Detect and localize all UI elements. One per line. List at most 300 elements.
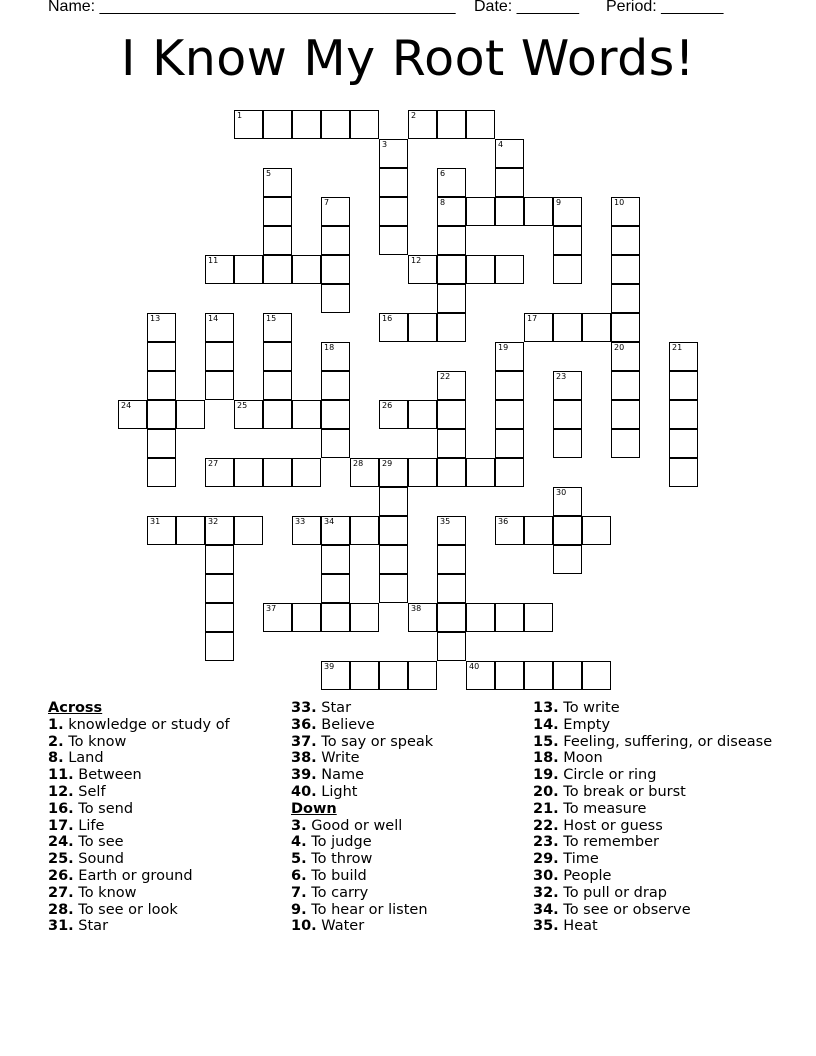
grid-cell[interactable] <box>408 110 437 139</box>
clue-number: 35. <box>533 918 559 935</box>
cell-number: 9 <box>556 198 562 207</box>
grid-cell[interactable] <box>147 400 176 429</box>
clue-number: 37. <box>291 733 317 750</box>
grid-cell[interactable] <box>263 197 292 226</box>
clue-text: Good or well <box>306 817 403 834</box>
page-title: I Know My Root Words! <box>121 30 695 87</box>
cell-number: 30 <box>556 488 567 497</box>
clue-text: To say or speak <box>316 733 434 750</box>
grid-cell[interactable] <box>205 342 234 371</box>
grid-cell[interactable] <box>321 661 350 690</box>
clue-text: To pull or drap <box>558 884 667 901</box>
clue-item <box>533 868 772 885</box>
clue-item <box>291 784 433 801</box>
grid-cell[interactable] <box>263 603 292 632</box>
grid-cell[interactable] <box>437 545 466 574</box>
grid-cell[interactable] <box>669 342 698 371</box>
grid-cell[interactable] <box>292 400 321 429</box>
grid-cell[interactable] <box>437 226 466 255</box>
grid-cell[interactable] <box>495 458 524 487</box>
grid-cell[interactable] <box>263 110 292 139</box>
clues-column-1 <box>48 700 230 935</box>
clue-item <box>533 834 772 851</box>
clue-item <box>48 717 230 734</box>
grid-cell[interactable] <box>321 197 350 226</box>
clue-item <box>533 700 772 717</box>
grid-cell[interactable] <box>379 545 408 574</box>
clue-item <box>533 851 772 868</box>
grid-cell[interactable] <box>582 661 611 690</box>
clue-text: Host or guess <box>558 817 663 834</box>
clue-text: Between <box>73 767 142 784</box>
grid-cell[interactable] <box>611 226 640 255</box>
grid-cell[interactable] <box>205 313 234 342</box>
cell-number: 27 <box>208 459 219 468</box>
cell-number: 34 <box>324 517 335 526</box>
grid-cell[interactable] <box>524 603 553 632</box>
clue-text: Empty <box>558 716 611 733</box>
grid-cell[interactable] <box>234 458 263 487</box>
grid-cell[interactable] <box>379 197 408 226</box>
clue-number: 32. <box>533 884 559 901</box>
grid-cell[interactable] <box>495 429 524 458</box>
cell-number: 12 <box>411 256 422 265</box>
grid-cell[interactable] <box>379 487 408 516</box>
clue-number: 20. <box>533 783 559 800</box>
grid-cell[interactable] <box>408 255 437 284</box>
grid-cell[interactable] <box>437 110 466 139</box>
clue-number: 25. <box>48 851 74 868</box>
grid-cell[interactable] <box>495 168 524 197</box>
clue-text: To judge <box>306 834 372 851</box>
clue-number: 30. <box>533 867 559 884</box>
grid-cell[interactable] <box>408 661 437 690</box>
grid-cell[interactable] <box>118 400 147 429</box>
grid-cell[interactable] <box>437 168 466 197</box>
clue-text: To know <box>63 733 127 750</box>
clue-number: 40. <box>291 783 317 800</box>
grid-cell[interactable] <box>669 371 698 400</box>
grid-cell[interactable] <box>379 458 408 487</box>
grid-cell[interactable] <box>553 226 582 255</box>
grid-cell[interactable] <box>321 400 350 429</box>
grid-cell[interactable] <box>495 661 524 690</box>
clue-item <box>48 767 230 784</box>
grid-cell[interactable] <box>147 342 176 371</box>
clue-text: knowledge or study of <box>63 716 230 733</box>
clue-item <box>533 918 772 935</box>
clue-number: 18. <box>533 750 559 767</box>
cell-number: 39 <box>324 662 335 671</box>
grid-cell[interactable] <box>611 371 640 400</box>
grid-cell[interactable] <box>524 313 553 342</box>
clue-text: Name <box>316 767 365 784</box>
grid-cell[interactable] <box>408 400 437 429</box>
grid-cell[interactable] <box>321 255 350 284</box>
grid-cell[interactable] <box>524 197 553 226</box>
grid-cell[interactable] <box>408 603 437 632</box>
grid-cell[interactable] <box>321 603 350 632</box>
period-blank[interactable]: _______ <box>661 0 724 15</box>
clue-item <box>291 918 433 935</box>
grid-cell[interactable] <box>263 313 292 342</box>
grid-cell[interactable] <box>495 516 524 545</box>
grid-cell[interactable] <box>292 458 321 487</box>
cell-number: 14 <box>208 314 219 323</box>
grid-cell[interactable] <box>611 342 640 371</box>
clue-item <box>48 834 230 851</box>
cell-number: 37 <box>266 604 277 613</box>
grid-cell[interactable] <box>321 226 350 255</box>
clue-item <box>48 851 230 868</box>
grid-cell[interactable] <box>205 574 234 603</box>
grid-cell[interactable] <box>379 574 408 603</box>
name-blank[interactable]: ________________________________________ <box>99 0 456 15</box>
clue-number: 26. <box>48 867 74 884</box>
grid-cell[interactable] <box>495 255 524 284</box>
cell-number: 7 <box>324 198 330 207</box>
clue-item <box>291 851 433 868</box>
clue-text: Star <box>316 700 352 716</box>
grid-cell[interactable] <box>321 110 350 139</box>
grid-cell[interactable] <box>147 429 176 458</box>
grid-cell[interactable] <box>205 255 234 284</box>
down-heading: Down <box>291 800 337 817</box>
clue-number: 14. <box>533 716 559 733</box>
clue-number: 15. <box>533 733 559 750</box>
grid-cell[interactable] <box>350 458 379 487</box>
clue-text: Sound <box>73 851 124 868</box>
grid-cell[interactable] <box>263 342 292 371</box>
period-field[interactable] <box>606 0 723 16</box>
grid-cell[interactable] <box>437 574 466 603</box>
grid-cell[interactable] <box>437 603 466 632</box>
grid-cell[interactable] <box>495 371 524 400</box>
grid-cell[interactable] <box>292 255 321 284</box>
cell-number: 36 <box>498 517 509 526</box>
clue-number: 24. <box>48 834 74 851</box>
name-label: Name: <box>48 0 100 15</box>
grid-cell[interactable] <box>553 516 582 545</box>
clue-number: 2. <box>48 733 64 750</box>
grid-cell[interactable] <box>669 458 698 487</box>
grid-cell[interactable] <box>234 516 263 545</box>
grid-cell[interactable] <box>263 400 292 429</box>
clue-number: 1. <box>48 716 64 733</box>
grid-cell[interactable] <box>408 458 437 487</box>
grid-cell[interactable] <box>524 516 553 545</box>
grid-cell[interactable] <box>263 371 292 400</box>
grid-cell[interactable] <box>205 516 234 545</box>
grid-cell[interactable] <box>437 197 466 226</box>
grid-cell[interactable] <box>263 255 292 284</box>
clue-text: To measure <box>558 800 647 817</box>
clue-text: Feeling, suffering, or disease <box>558 733 773 750</box>
clue-item <box>48 801 230 818</box>
clue-text: Star <box>73 918 109 935</box>
cell-number: 4 <box>498 140 504 149</box>
grid-cell[interactable] <box>176 400 205 429</box>
clue-item <box>291 717 433 734</box>
date-blank[interactable]: _______ <box>516 0 579 15</box>
grid-cell[interactable] <box>321 574 350 603</box>
cell-number: 32 <box>208 517 219 526</box>
clue-item <box>291 885 433 902</box>
grid-cell[interactable] <box>553 197 582 226</box>
grid-cell[interactable] <box>379 139 408 168</box>
clue-number: 13. <box>533 700 559 716</box>
grid-cell[interactable] <box>669 429 698 458</box>
clue-number: 17. <box>48 817 74 834</box>
grid-cell[interactable] <box>466 458 495 487</box>
grid-cell[interactable] <box>553 545 582 574</box>
grid-cell[interactable] <box>350 516 379 545</box>
cell-number: 38 <box>411 604 422 613</box>
grid-cell[interactable] <box>379 313 408 342</box>
grid-cell[interactable] <box>147 313 176 342</box>
cell-number: 16 <box>382 314 393 323</box>
grid-cell[interactable] <box>495 400 524 429</box>
grid-cell[interactable] <box>147 516 176 545</box>
grid-cell[interactable] <box>379 516 408 545</box>
grid-cell[interactable] <box>466 661 495 690</box>
grid-cell[interactable] <box>553 487 582 516</box>
clue-item <box>533 717 772 734</box>
clue-item <box>533 801 772 818</box>
grid-cell[interactable] <box>466 255 495 284</box>
cell-number: 11 <box>208 256 219 265</box>
cell-number: 21 <box>672 343 683 352</box>
grid-cell[interactable] <box>495 603 524 632</box>
grid-cell[interactable] <box>553 429 582 458</box>
clue-number: 4. <box>291 834 307 851</box>
grid-cell[interactable] <box>495 197 524 226</box>
grid-cell[interactable] <box>350 110 379 139</box>
clue-item <box>533 734 772 751</box>
grid-cell[interactable] <box>611 197 640 226</box>
grid-cell[interactable] <box>321 371 350 400</box>
cell-number: 2 <box>411 111 417 120</box>
grid-cell[interactable] <box>466 110 495 139</box>
clue-number: 34. <box>533 901 559 918</box>
grid-cell[interactable] <box>379 400 408 429</box>
clue-text: To know <box>73 884 137 901</box>
clue-number: 23. <box>533 834 559 851</box>
clue-number: 5. <box>291 851 307 868</box>
cell-number: 28 <box>353 459 364 468</box>
cell-number: 13 <box>150 314 161 323</box>
grid-cell[interactable] <box>321 342 350 371</box>
clue-item <box>533 885 772 902</box>
clue-text: To see <box>73 834 124 851</box>
clue-text: Time <box>558 851 599 868</box>
across-heading: Across <box>48 700 103 716</box>
grid-cell[interactable] <box>350 661 379 690</box>
grid-cell[interactable] <box>437 400 466 429</box>
grid-cell[interactable] <box>669 400 698 429</box>
date-label: Date: <box>474 0 517 15</box>
grid-cell[interactable] <box>437 516 466 545</box>
grid-cell[interactable] <box>466 603 495 632</box>
grid-cell[interactable] <box>582 516 611 545</box>
clue-text: To hear or listen <box>306 901 428 918</box>
grid-cell[interactable] <box>205 371 234 400</box>
grid-cell[interactable] <box>292 516 321 545</box>
grid-cell[interactable] <box>437 371 466 400</box>
clue-item <box>291 734 433 751</box>
grid-cell[interactable] <box>437 284 466 313</box>
clue-text: Life <box>73 817 105 834</box>
grid-cell[interactable] <box>321 516 350 545</box>
clue-item <box>533 767 772 784</box>
clue-number: 22. <box>533 817 559 834</box>
clue-number: 10. <box>291 918 317 935</box>
cell-number: 23 <box>556 372 567 381</box>
grid-cell[interactable] <box>321 545 350 574</box>
grid-cell[interactable] <box>205 458 234 487</box>
clue-item <box>533 750 772 767</box>
grid-cell[interactable] <box>263 458 292 487</box>
cell-number: 6 <box>440 169 446 178</box>
grid-cell[interactable] <box>205 632 234 661</box>
grid-cell[interactable] <box>147 371 176 400</box>
clue-item <box>291 767 433 784</box>
clue-item <box>48 918 230 935</box>
grid-cell[interactable] <box>234 255 263 284</box>
clue-item <box>48 784 230 801</box>
cell-number: 5 <box>266 169 272 178</box>
grid-cell[interactable] <box>234 400 263 429</box>
cell-number: 19 <box>498 343 509 352</box>
grid-cell[interactable] <box>437 313 466 342</box>
clue-text: Land <box>63 750 104 767</box>
grid-cell[interactable] <box>553 371 582 400</box>
grid-cell[interactable] <box>611 284 640 313</box>
clue-item <box>533 784 772 801</box>
grid-cell[interactable] <box>553 313 582 342</box>
grid-cell[interactable] <box>437 255 466 284</box>
cell-number: 31 <box>150 517 161 526</box>
grid-cell[interactable] <box>495 139 524 168</box>
clue-text: Write <box>316 750 360 767</box>
grid-cell[interactable] <box>611 429 640 458</box>
grid-cell[interactable] <box>263 168 292 197</box>
cell-number: 22 <box>440 372 451 381</box>
clue-item <box>533 902 772 919</box>
clue-text: People <box>558 867 612 884</box>
grid-cell[interactable] <box>495 342 524 371</box>
clue-text: To build <box>306 867 367 884</box>
clue-text: To see or observe <box>558 901 691 918</box>
clue-item <box>48 734 230 751</box>
grid-cell[interactable] <box>292 603 321 632</box>
clue-text: To break or burst <box>558 783 686 800</box>
clue-number: 7. <box>291 884 307 901</box>
cell-number: 24 <box>121 401 132 410</box>
cell-number: 18 <box>324 343 335 352</box>
cell-number: 25 <box>237 401 248 410</box>
cell-number: 8 <box>440 198 446 207</box>
grid-cell[interactable] <box>147 458 176 487</box>
name-field[interactable] <box>48 0 456 16</box>
grid-cell[interactable] <box>553 661 582 690</box>
clue-text: Light <box>316 783 358 800</box>
grid-cell[interactable] <box>350 603 379 632</box>
grid-cell[interactable] <box>553 255 582 284</box>
grid-cell[interactable] <box>321 284 350 313</box>
date-field[interactable] <box>474 0 579 16</box>
grid-cell[interactable] <box>408 313 437 342</box>
grid-cell[interactable] <box>292 110 321 139</box>
grid-cell[interactable] <box>379 661 408 690</box>
grid-cell[interactable] <box>582 313 611 342</box>
clue-number: 31. <box>48 918 74 935</box>
clue-text: Earth or ground <box>73 867 193 884</box>
clue-number: 28. <box>48 901 74 918</box>
grid-cell[interactable] <box>437 632 466 661</box>
grid-cell[interactable] <box>611 255 640 284</box>
clue-text: To carry <box>306 884 369 901</box>
grid-cell[interactable] <box>553 400 582 429</box>
clue-number: 38. <box>291 750 317 767</box>
clue-text: Heat <box>558 918 598 935</box>
clue-number: 36. <box>291 716 317 733</box>
clue-number: 12. <box>48 783 74 800</box>
grid-cell[interactable] <box>611 313 640 342</box>
grid-cell[interactable] <box>205 545 234 574</box>
clue-number: 16. <box>48 800 74 817</box>
clues-column-2 <box>291 700 433 935</box>
clue-text: To throw <box>306 851 373 868</box>
clue-item <box>533 818 772 835</box>
clue-number: 39. <box>291 767 317 784</box>
grid-cell[interactable] <box>379 226 408 255</box>
grid-cell[interactable] <box>176 516 205 545</box>
clue-item <box>48 902 230 919</box>
grid-cell[interactable] <box>379 168 408 197</box>
grid-cell[interactable] <box>321 429 350 458</box>
clue-text: Believe <box>316 716 375 733</box>
grid-cell[interactable] <box>611 400 640 429</box>
grid-cell[interactable] <box>437 458 466 487</box>
clue-item <box>48 750 230 767</box>
clue-number: 29. <box>533 851 559 868</box>
clues-column-3 <box>533 700 772 935</box>
cell-number: 17 <box>527 314 538 323</box>
grid-cell[interactable] <box>466 197 495 226</box>
clue-text: Self <box>73 783 106 800</box>
period-label: Period: <box>606 0 662 15</box>
cell-number: 40 <box>469 662 480 671</box>
grid-cell[interactable] <box>234 110 263 139</box>
cell-number: 10 <box>614 198 625 207</box>
clue-text: Moon <box>558 750 603 767</box>
clue-item <box>291 750 433 767</box>
grid-cell[interactable] <box>524 661 553 690</box>
grid-cell[interactable] <box>437 429 466 458</box>
grid-cell[interactable] <box>263 226 292 255</box>
clue-text: Water <box>316 918 365 935</box>
clue-number: 3. <box>291 817 307 834</box>
grid-cell[interactable] <box>205 603 234 632</box>
clue-item <box>291 818 433 835</box>
clue-item <box>291 834 433 851</box>
clue-text: Circle or ring <box>558 767 657 784</box>
clue-item <box>48 868 230 885</box>
clue-number: 9. <box>291 901 307 918</box>
clue-item <box>48 818 230 835</box>
clue-number: 21. <box>533 800 559 817</box>
